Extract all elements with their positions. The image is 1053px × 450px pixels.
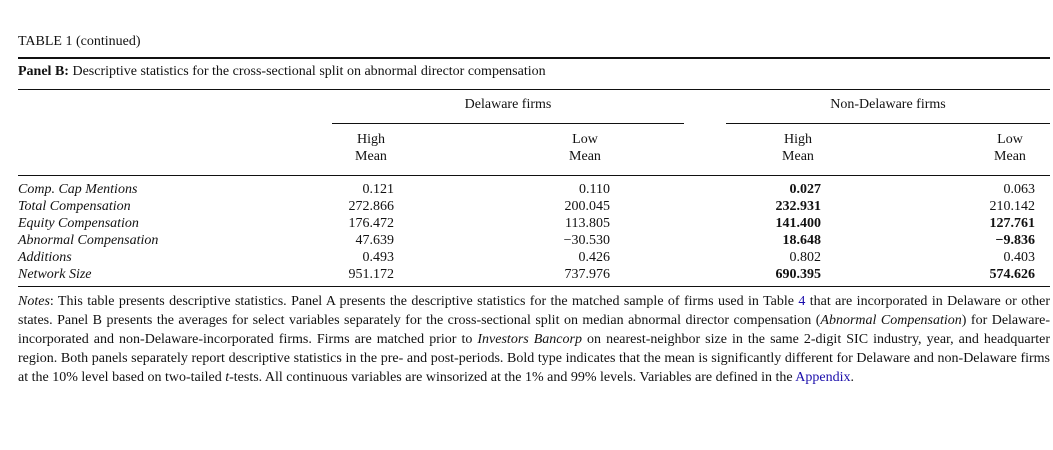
row-label: Abnormal Compensation xyxy=(18,233,159,248)
panel-title-text: Descriptive statistics for the cross-sectional split on abnormal director compensation xyxy=(72,64,546,79)
table-cell: 951.172 xyxy=(348,267,394,282)
column-header-line2: Mean xyxy=(355,149,387,164)
table-cell: 0.403 xyxy=(1003,250,1035,265)
column-header-line1: Low xyxy=(572,132,598,147)
group-rule-non-delaware xyxy=(726,123,1050,124)
column-header-line1: High xyxy=(357,132,385,147)
table-4-link[interactable]: 4 xyxy=(798,294,806,309)
row-label: Comp. Cap Mentions xyxy=(18,182,138,197)
notes-italic: Investors Bancorp xyxy=(477,332,582,347)
table-cell: 176.472 xyxy=(348,216,394,231)
table-notes xyxy=(18,292,1050,387)
table-cell: 737.976 xyxy=(564,267,610,282)
panel-title xyxy=(18,64,546,80)
table-cell: −9.836 xyxy=(995,233,1035,248)
table-cell: 47.639 xyxy=(355,233,394,248)
header-rule xyxy=(18,175,1050,176)
table-cell: −30.530 xyxy=(563,233,610,248)
panel-label: Panel B: xyxy=(18,64,69,79)
column-header-line2: Mean xyxy=(782,149,814,164)
notes-text: . xyxy=(850,370,855,385)
column-header-line2: Mean xyxy=(569,149,601,164)
table-cell: 0.110 xyxy=(579,182,610,197)
column-header-de-high xyxy=(345,131,397,165)
table-cell: 200.045 xyxy=(564,199,610,214)
row-label: Total Compensation xyxy=(18,199,131,214)
table-cell: 0.121 xyxy=(362,182,394,197)
group-rule-delaware xyxy=(332,123,684,124)
column-header-line1: High xyxy=(784,132,812,147)
table-cell: 141.400 xyxy=(775,216,821,231)
table-cell: 18.648 xyxy=(782,233,821,248)
table-label: TABLE 1 (continued) xyxy=(18,34,141,49)
top-rule xyxy=(18,57,1050,59)
table-cell: 272.866 xyxy=(348,199,394,214)
table-cell: 0.493 xyxy=(362,250,394,265)
column-header-nde-high xyxy=(772,131,824,165)
notes-text: on nearest-neighbor size in the same 2-digit SIC industry, year, and headquarter region. Both panels separately report descriptive statistics in the pre- and post-periods. Bold type indicates that the mean is significantly different for Delaware and non-Delaware firms at the 10% level based on two-tailed xyxy=(18,332,1050,385)
table-cell: 127.761 xyxy=(989,216,1035,231)
table-cell: 0.802 xyxy=(789,250,821,265)
row-label: Network Size xyxy=(18,267,92,282)
table-cell: 0.063 xyxy=(1003,182,1035,197)
group-header-delaware: Delaware firms xyxy=(464,97,552,112)
column-header-nde-low xyxy=(985,131,1035,165)
table-cell: 574.626 xyxy=(989,267,1035,282)
table-cell: 210.142 xyxy=(989,199,1035,214)
notes-italic: t xyxy=(225,370,230,385)
table-cell: 113.805 xyxy=(565,216,610,231)
column-header-de-low xyxy=(560,131,610,165)
panel-rule xyxy=(18,89,1050,90)
bottom-rule xyxy=(18,286,1050,287)
notes-italic: Abnormal Compensation xyxy=(820,313,962,328)
notes-text: -tests. All continuous variables are winsorized at the 1% and 99% levels. Variables are defined in the xyxy=(229,370,796,385)
table-cell: 0.027 xyxy=(789,182,821,197)
row-label: Additions xyxy=(18,250,72,265)
notes-text: : This table presents descriptive statistics. Panel A presents the descriptive statistics for the matched sample of firms used in Table xyxy=(49,294,799,309)
column-header-line2: Mean xyxy=(994,149,1026,164)
row-label: Equity Compensation xyxy=(18,216,139,231)
table-cell: 690.395 xyxy=(775,267,821,282)
notes-label: Notes xyxy=(18,294,50,309)
group-header-non-delaware: Non-Delaware firms xyxy=(830,97,946,112)
notes-text: ) for Delaware-incorporated and non-Delaware-incorporated firms. Firms are matched prior to xyxy=(18,313,1051,347)
notes-text: that are incorporated in Delaware or other states. Panel B presents the averages for select variables separately for the cross-sectional split on median abnormal director compensation ( xyxy=(18,294,1050,328)
column-header-line1: Low xyxy=(997,132,1023,147)
appendix-link[interactable]: Appendix xyxy=(795,370,851,385)
table-cell: 0.426 xyxy=(578,250,610,265)
table-cell: 232.931 xyxy=(775,199,821,214)
